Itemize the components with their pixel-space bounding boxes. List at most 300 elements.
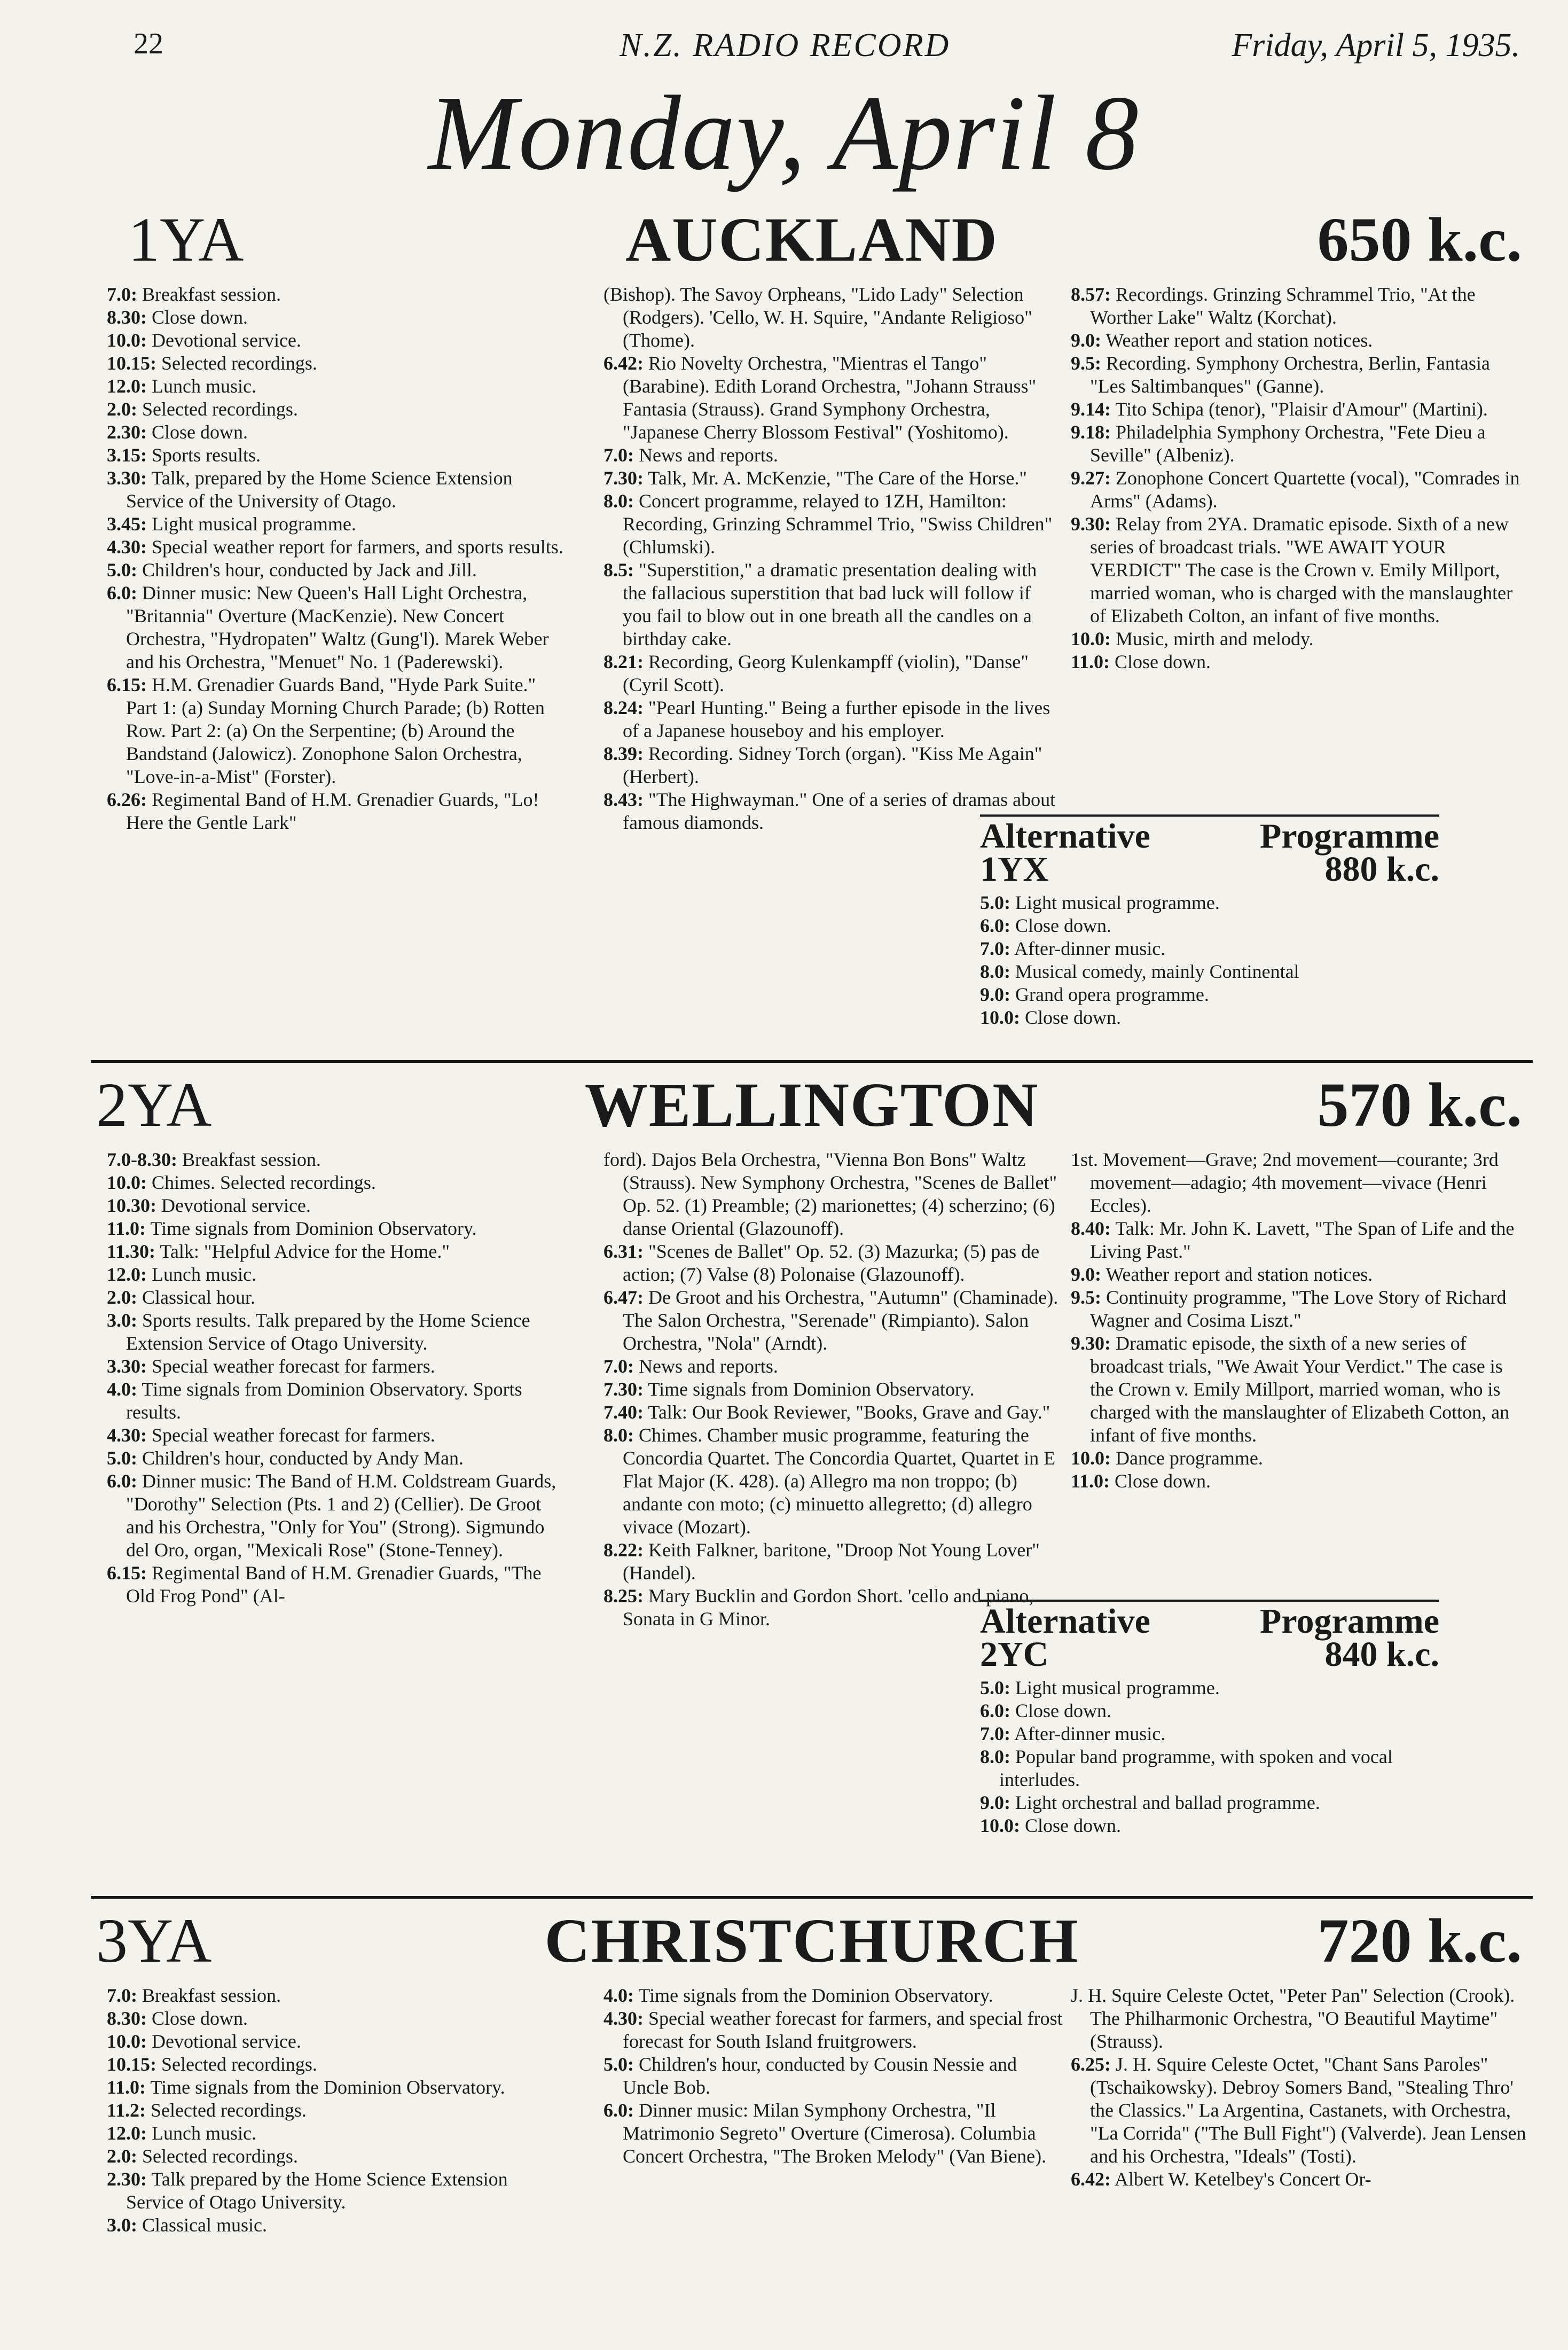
programme-item: [603, 696, 1063, 742]
programme-text: Weather report and station notices.: [1106, 1264, 1373, 1285]
programme-text: Chimes. Chamber music programme, featuring the Concordia Quartet. The Concordia Quartet, Quartet in E Flat Major (K. 428). (a) Allegro ma non troppo; (b) andante con moto; (c) minuetto allegretto; (d) allegro vivace (Mozart).: [623, 1424, 1056, 1538]
programme-item: [1071, 467, 1530, 513]
station-city: AUCKLAND: [625, 205, 998, 275]
programme-time: 9.0:: [980, 984, 1010, 1005]
programme-time: 8.57:: [1071, 284, 1111, 305]
programme-text: Breakfast session.: [182, 1149, 321, 1170]
programme-text: "The Highwayman." One of a series of dramas about famous diamonds.: [623, 789, 1056, 833]
programme-text: Close down.: [1025, 1815, 1121, 1836]
programme-text: Close down.: [1015, 915, 1111, 936]
programme-column-3: [1071, 1984, 1530, 2191]
programme-text: Time signals from Dominion Observatory.: [648, 1378, 975, 1400]
programme-time: 10.15:: [107, 2054, 156, 2075]
programme-time: 4.30:: [107, 536, 147, 558]
programme-item: [1071, 651, 1530, 673]
programme-item: [1071, 1263, 1530, 1286]
programme-time: 12.0:: [107, 1264, 147, 1285]
programme-text: J. H. Squire Celeste Octet, "Peter Pan" Selection (Crook). The Philharmonic Orchestra, "O Beautiful Maytime" (Strauss).: [1071, 1985, 1515, 2052]
programme-item: [107, 1240, 566, 1263]
programme-column-1: [107, 1148, 566, 1608]
programme-item: [107, 398, 566, 421]
programme-text: Close down.: [1115, 651, 1211, 672]
programme-text: Classical hour.: [142, 1287, 255, 1308]
programme-text: Children's hour, conducted by Andy Man.: [142, 1447, 464, 1469]
programme-text: Selected recordings.: [142, 398, 298, 420]
programme-item: [107, 2145, 566, 2168]
programme-text: Keith Falkner, baritone, "Droop Not Young Lover" (Handel).: [623, 1539, 1040, 1584]
alternative-programme-1yx: [980, 814, 1439, 1052]
programme-time: 7.0:: [980, 1723, 1010, 1744]
programme-text: Talk, prepared by the Home Science Extension Service of the University of Otago.: [126, 467, 513, 512]
programme-time: 8.24:: [603, 697, 644, 718]
programme-item: [107, 559, 566, 582]
programme-text: Special weather forecast for farmers, and special frost forecast for South Island fruitgrowers.: [623, 2008, 1063, 2052]
programme-time: 9.0:: [980, 1792, 1010, 1813]
programme-time: 4.0:: [603, 1985, 634, 2006]
programme-time: 10.0:: [107, 1172, 147, 1193]
programme-item: [603, 2007, 1063, 2053]
programme-time: 6.0:: [603, 2100, 634, 2121]
programme-item: [1071, 2168, 1530, 2191]
programme-item: [107, 1309, 566, 1355]
programme-item: [980, 1722, 1439, 1745]
programme-item: [980, 1814, 1439, 1837]
programme-item: [107, 1470, 566, 1562]
programme-item: [107, 2007, 566, 2030]
programme-time: 6.15:: [107, 1562, 147, 1584]
programme-item: [603, 467, 1063, 490]
programme-text: After-dinner music.: [1014, 938, 1166, 959]
programme-item: [1071, 283, 1530, 329]
programme-item: [107, 2076, 566, 2099]
programme-time: 6.31:: [603, 1241, 644, 1262]
programme-text: Children's hour, conducted by Cousin Nessie and Uncle Bob.: [623, 2054, 1017, 2098]
publication-title: N.Z. RADIO RECORD: [620, 27, 951, 64]
programme-item: [603, 1286, 1063, 1355]
programme-text: Recording, Georg Kulenkampff (violin), "Danse" (Cyril Scott).: [623, 651, 1029, 695]
programme-time: 5.0:: [980, 892, 1010, 913]
programme-time: 3.30:: [107, 467, 147, 489]
programme-column-2: [603, 1984, 1063, 2168]
programme-time: 9.0:: [1071, 330, 1101, 351]
programme-item: [107, 1286, 566, 1309]
section-divider: [91, 1060, 1533, 1063]
programme-text: J. H. Squire Celeste Octet, "Chant Sans Paroles" (Tschaikowsky). Debroy Somers Band, "Stealing Thro' the Classics." La Argentina, Castanets, with Orchestra, "La Corrida" ("The Bull Fight") (Valverde). Jean Lensen and his Orchestra, "Ideals" (Tosti).: [1090, 2054, 1526, 2167]
programme-item: [603, 1984, 1063, 2007]
programme-text: Albert W. Ketelbey's Concert Or-: [1115, 2168, 1371, 2190]
programme-time: 12.0:: [107, 375, 147, 397]
programme-time: 8.0:: [980, 1746, 1010, 1767]
programme-time: 11.0:: [1071, 1470, 1110, 1492]
programme-item: [1071, 421, 1530, 467]
programme-item: [603, 283, 1063, 352]
station-heading: [91, 1070, 1533, 1143]
programme-time: 11.2:: [107, 2100, 146, 2121]
programme-time: 12.0:: [107, 2122, 147, 2144]
programme-item: [107, 467, 566, 513]
page-title: Monday, April 8: [428, 74, 1140, 192]
programme-time: 8.0:: [603, 490, 634, 512]
programme-text: Close down.: [152, 421, 248, 443]
programme-text: Recording. Sidney Torch (organ). "Kiss Me Again" (Herbert).: [623, 743, 1042, 787]
programme-time: 9.18:: [1071, 421, 1111, 443]
programme-text: H.M. Grenadier Guards Band, "Hyde Park Suite." Part 1: (a) Sunday Morning Church Parade; (b) Rotten Row. Part 2: (a) On the Serpentine; (b) Around the Bandstand (Jalowicz). Zonophone Salon Orchestra, "Love-in-a-Mist" (Forster).: [126, 674, 545, 787]
programme-time: 5.0:: [603, 2054, 634, 2075]
programme-time: 5.0:: [107, 1447, 137, 1469]
programme-text: Selected recordings.: [151, 2100, 307, 2121]
programme-text: Classical music.: [142, 2214, 267, 2236]
alt-call-sign: 2YC: [980, 1635, 1049, 1674]
station-call-sign: 2YA: [96, 1070, 212, 1140]
programme-item: [107, 2030, 566, 2053]
programme-text: Regimental Band of H.M. Grenadier Guards, "The Old Frog Pond" (Al-: [126, 1562, 542, 1607]
programme-time: 7.0-8.30:: [107, 1149, 177, 1170]
programme-text: Talk: Our Book Reviewer, "Books, Grave and Gay.": [648, 1401, 1050, 1423]
programme-text: Selected recordings.: [142, 2145, 298, 2167]
alt-programme-label: Programme: [1260, 817, 1439, 856]
programme-text: Selected recordings.: [161, 352, 317, 374]
programme-text: Special weather report for farmers, and sports results.: [152, 536, 563, 558]
alternative-programme-2yc: [980, 1600, 1439, 1890]
programme-time: 8.30:: [107, 2008, 147, 2029]
programme-time: 4.30:: [107, 1424, 147, 1446]
programme-time: 3.0:: [107, 2214, 137, 2236]
programme-text: News and reports.: [639, 1356, 778, 1377]
programme-text: Devotional service.: [152, 330, 301, 351]
programme-item: [107, 1562, 566, 1608]
programme-item: [1071, 1984, 1530, 2053]
programme-text: Talk prepared by the Home Science Extension Service of Otago University.: [126, 2168, 508, 2213]
programme-item: [980, 891, 1439, 914]
programme-time: 6.42:: [603, 352, 644, 374]
programme-text: Breakfast session.: [142, 284, 281, 305]
programme-time: 3.15:: [107, 444, 147, 466]
programme-text: Light musical programme.: [1015, 1677, 1220, 1698]
programme-text: Lunch music.: [152, 1264, 256, 1285]
alt-frequency: 840 k.c.: [1324, 1635, 1439, 1674]
programme-item: [107, 536, 566, 559]
programme-item: [1071, 1148, 1530, 1217]
page-number: 22: [134, 27, 163, 60]
programme-item: [1071, 2053, 1530, 2168]
programme-time: 2.30:: [107, 2168, 147, 2190]
programme-time: 8.22:: [603, 1539, 644, 1561]
programme-text: Grand opera programme.: [1015, 984, 1209, 1005]
programme-text: Special weather forecast for farmers.: [152, 1424, 435, 1446]
programme-time: 3.45:: [107, 513, 147, 535]
programme-time: 8.25:: [603, 1585, 644, 1607]
programme-text: Sports results. Talk prepared by the Home Science Extension Service of Otago University.: [126, 1310, 530, 1354]
programme-time: 2.30:: [107, 421, 147, 443]
programme-item: [107, 2214, 566, 2237]
programme-time: 10.15:: [107, 352, 156, 374]
programme-text: ford). Dajos Bela Orchestra, "Vienna Bon Bons" Waltz (Strauss). New Symphony Orchestra, "Scenes de Ballet" Op. 52. (1) Preamble; (2) marionettes; (4) scherzino; (6) danse Oriental (Glazounoff).: [603, 1149, 1057, 1239]
programme-text: "Scenes de Ballet" Op. 52. (3) Mazurka; (5) pas de action; (7) Valse (8) Polonaise (Glazounoff).: [623, 1241, 1040, 1285]
programme-text: News and reports.: [639, 444, 778, 466]
programme-item: [980, 1699, 1439, 1722]
programme-item: [1071, 1286, 1530, 1332]
programme-item: [603, 1148, 1063, 1240]
programme-text: Time signals from the Dominion Observatory.: [638, 1985, 993, 2006]
programme-text: Close down.: [1115, 1470, 1211, 1492]
programme-time: 8.30:: [107, 307, 147, 328]
station-heading: [91, 205, 1533, 278]
programme-time: 9.30:: [1071, 1333, 1111, 1354]
programme-text: Close down.: [152, 2008, 248, 2029]
programme-column-2: [603, 1148, 1063, 1631]
programme-item: [107, 2168, 566, 2214]
programme-text: Devotional service.: [152, 2031, 301, 2052]
programme-item: [980, 1677, 1439, 1699]
programme-item: [107, 1217, 566, 1240]
programme-text: Lunch music.: [152, 375, 256, 397]
programme-text: Talk, Mr. A. McKenzie, "The Care of the Horse.": [648, 467, 1028, 489]
programme-time: 7.30:: [603, 1378, 644, 1400]
programme-time: 6.0:: [107, 1470, 137, 1492]
programme-item: [603, 1539, 1063, 1585]
alt-call-sign: 1YX: [980, 850, 1049, 889]
programme-item: [107, 582, 566, 673]
programme-item: [603, 1401, 1063, 1424]
programme-text: Popular band programme, with spoken and vocal interludes.: [999, 1746, 1393, 1790]
programme-text: Concert programme, relayed to 1ZH, Hamilton: Recording, Grinzing Schrammel Trio, "Swiss Children" (Chlumski).: [623, 490, 1053, 558]
programme-text: Philadelphia Symphony Orchestra, "Fete Dieu a Seville" (Albeniz).: [1090, 421, 1486, 466]
programme-time: 10.0:: [107, 330, 147, 351]
programme-item: [1071, 329, 1530, 352]
programme-text: Dinner music: Milan Symphony Orchestra, "Il Matrimonio Segreto" Overture (Cimerosa). Columbia Concert Orchestra, "The Broken Melody" (Van Biene).: [623, 2100, 1047, 2167]
programme-time: 6.25:: [1071, 2054, 1111, 2075]
programme-time: 6.26:: [107, 789, 147, 810]
programme-column-1: [107, 283, 566, 834]
programme-time: 11.30:: [107, 1241, 156, 1262]
programme-time: 7.0:: [603, 444, 634, 466]
programme-time: 5.0:: [107, 559, 137, 581]
alternative-heading: [980, 817, 1439, 889]
programme-text: Talk: "Helpful Advice for the Home.": [160, 1241, 450, 1262]
programme-time: 8.21:: [603, 651, 644, 672]
programme-text: Light orchestral and ballad programme.: [1015, 1792, 1320, 1813]
programme-time: 6.47:: [603, 1287, 644, 1308]
programme-text: Talk: Mr. John K. Lavett, "The Span of Life and the Living Past.": [1090, 1218, 1515, 1262]
station-city: WELLINGTON: [584, 1070, 1039, 1140]
programme-item: [1071, 1470, 1530, 1493]
station-city: CHRISTCHURCH: [544, 1906, 1079, 1976]
programme-text: Time signals from Dominion Observatory.: [150, 1218, 477, 1239]
programme-time: 2.0:: [107, 1287, 137, 1308]
programme-item: [1071, 398, 1530, 421]
programme-time: 9.27:: [1071, 467, 1111, 489]
programme-time: 7.0:: [603, 1356, 634, 1377]
programme-time: 8.0:: [980, 961, 1010, 982]
programme-time: 9.14:: [1071, 398, 1111, 420]
programme-text: Devotional service.: [161, 1195, 311, 1216]
alt-programme-label: Programme: [1260, 1602, 1439, 1641]
programme-item: [107, 1148, 566, 1171]
section-divider: [91, 1896, 1533, 1899]
programme-column-3: [1071, 1148, 1530, 1493]
programme-time: 8.39:: [603, 743, 644, 764]
page-header: [123, 21, 1520, 69]
programme-time: 9.30:: [1071, 513, 1111, 535]
programme-time: 5.0:: [980, 1677, 1010, 1698]
programme-item: [603, 1424, 1063, 1539]
programme-time: 4.30:: [603, 2008, 644, 2029]
programme-text: Continuity programme, "The Love Story of Richard Wagner and Cosima Liszt.": [1090, 1287, 1507, 1331]
station-3ya: [91, 1906, 1533, 2326]
programme-time: 7.30:: [603, 467, 644, 489]
programme-item: [603, 2099, 1063, 2168]
programme-time: 11.0:: [1071, 651, 1110, 672]
programme-item: [980, 1745, 1439, 1791]
programme-time: 7.0:: [980, 938, 1010, 959]
programme-item: [107, 2053, 566, 2076]
programme-time: 3.30:: [107, 1356, 147, 1377]
programme-item: [603, 1240, 1063, 1286]
programme-time: 6.0:: [980, 915, 1010, 936]
programme-text: De Groot and his Orchestra, "Autumn" (Chaminade). The Salon Orchestra, "Serenade" (Rimpianto). Salon Orchestra, "Nola" (Arndt).: [623, 1287, 1059, 1354]
station-frequency: 720 k.c.: [1317, 1906, 1522, 1976]
programme-time: 7.40:: [603, 1401, 644, 1423]
programme-item: [107, 2122, 566, 2145]
programme-item: [107, 1984, 566, 2007]
programme-item: [107, 306, 566, 329]
programme-item: [980, 960, 1439, 983]
programme-text: Close down.: [1025, 1007, 1121, 1028]
programme-item: [603, 490, 1063, 559]
programme-item: [107, 1447, 566, 1470]
programme-item: [107, 1194, 566, 1217]
programme-time: 10.0:: [107, 2031, 147, 2052]
programme-column-1: [107, 1984, 566, 2237]
programme-text: Music, mirth and melody.: [1116, 628, 1314, 649]
station-frequency: 570 k.c.: [1317, 1070, 1522, 1140]
programme-column-2: [603, 283, 1063, 834]
programme-time: 11.0:: [107, 1218, 146, 1239]
programme-time: 8.43:: [603, 789, 644, 810]
programme-item: [107, 352, 566, 375]
programme-text: Mary Bucklin and Gordon Short. 'cello and piano, Sonata in G Minor.: [623, 1585, 1034, 1630]
programme-item: [603, 2053, 1063, 2099]
programme-text: Dinner music: The Band of H.M. Coldstream Guards, "Dorothy" Selection (Pts. 1 and 2) (Cellier). De Groot and his Orchestra, "Only for You" (Strong). Sigmundo del Oro, organ, "Mexicali Rose" (Stone-Tenney).: [126, 1470, 556, 1561]
programme-time: 6.0:: [980, 1700, 1010, 1721]
programme-time: 8.40:: [1071, 1218, 1111, 1239]
programme-item: [1071, 628, 1530, 651]
station-frequency: 650 k.c.: [1317, 205, 1522, 275]
programme-time: 10.0:: [1071, 1447, 1111, 1469]
programme-text: (Bishop). The Savoy Orpheans, "Lido Lady" Selection (Rodgers). 'Cello, W. H. Squire, "Andante Religioso" (Thome).: [603, 284, 1032, 351]
station-heading: [91, 1906, 1533, 1979]
alternative-items: [980, 886, 1439, 1029]
programme-text: Children's hour, conducted by Jack and Jill.: [142, 559, 477, 581]
programme-item: [1071, 352, 1530, 398]
programme-text: Special weather forecast for farmers.: [152, 1356, 435, 1377]
programme-text: Time signals from Dominion Observatory. Sports results.: [126, 1378, 522, 1423]
programme-text: Lunch music.: [152, 2122, 256, 2144]
programme-item: [603, 1355, 1063, 1378]
programme-item: [1071, 513, 1530, 628]
programme-time: 4.0:: [107, 1378, 137, 1400]
programme-text: Light musical programme.: [152, 513, 356, 535]
programme-time: 2.0:: [107, 2145, 137, 2167]
programme-column-3: [1071, 283, 1530, 673]
programme-text: Regimental Band of H.M. Grenadier Guards, "Lo! Here the Gentle Lark": [126, 789, 539, 833]
programme-item: [1071, 1447, 1530, 1470]
programme-time: 3.0:: [107, 1310, 137, 1331]
programme-item: [107, 788, 566, 834]
programme-text: Zonophone Concert Quartette (vocal), "Comrades in Arms" (Adams).: [1090, 467, 1520, 512]
alt-frequency: 880 k.c.: [1324, 850, 1439, 889]
programme-text: 1st. Movement—Grave; 2nd movement—courante; 3rd movement—adagio; 4th movement—vivace (Henri Eccles).: [1071, 1149, 1499, 1216]
programme-time: 9.0:: [1071, 1264, 1101, 1285]
programme-item: [107, 1263, 566, 1286]
programme-text: Selected recordings.: [161, 2054, 317, 2075]
programme-text: Recordings. Grinzing Schrammel Trio, "At the Worther Lake" Waltz (Korchat).: [1090, 284, 1476, 328]
programme-time: 10.30:: [107, 1195, 156, 1216]
programme-text: Dance programme.: [1116, 1447, 1263, 1469]
programme-time: 7.0:: [107, 1985, 137, 2006]
station-call-sign: 1YA: [128, 205, 244, 275]
programme-text: Rio Novelty Orchestra, "Mientras el Tango" (Barabine). Edith Lorand Orchestra, "Johann Strauss" Fantasia (Strauss). Grand Symphony Orchestra, "Japanese Cherry Blossom Festival" (Yoshitomo).: [623, 352, 1037, 443]
programme-text: Recording. Symphony Orchestra, Berlin, Fantasia "Les Saltimbanques" (Ganne).: [1090, 352, 1490, 397]
programme-text: Time signals from the Dominion Observatory.: [150, 2077, 505, 2098]
programme-text: Breakfast session.: [142, 1985, 281, 2006]
programme-item: [107, 421, 566, 444]
programme-item: [980, 983, 1439, 1006]
programme-item: [603, 444, 1063, 467]
programme-text: Tito Schipa (tenor), "Plaisir d'Amour" (Martini).: [1115, 398, 1488, 420]
programme-item: [107, 283, 566, 306]
programme-text: Musical comedy, mainly Continental: [1015, 961, 1299, 982]
programme-item: [107, 1424, 566, 1447]
programme-time: 6.42:: [1071, 2168, 1111, 2190]
programme-item: [107, 375, 566, 398]
programme-text: Sports results.: [152, 444, 261, 466]
programme-time: 10.0:: [980, 1815, 1020, 1836]
programme-item: [107, 1355, 566, 1378]
programme-text: Relay from 2YA. Dramatic episode. Sixth of a new series of broadcast trials. "WE AWAIT YOUR VERDICT" The case is the Crown v. Emily Millport, married woman, who is charged with the manslaughter of Elizabeth Colton, an infant of five months.: [1090, 513, 1513, 626]
programme-item: [1071, 1217, 1530, 1263]
programme-time: 8.0:: [603, 1424, 634, 1446]
programme-text: "Pearl Hunting." Being a further episode in the lives of a Japanese houseboy and his employer.: [623, 697, 1050, 741]
programme-time: 10.0:: [1071, 628, 1111, 649]
alternative-heading: [980, 1602, 1439, 1674]
programme-time: 6.0:: [107, 582, 137, 604]
programme-text: Dramatic episode, the sixth of a new series of broadcast trials, "We Await Your Verdict." The case is the Crown v. Emily Millport, married woman, who is charged with the manslaughter of Elizabeth Cotton, an infant of five months.: [1090, 1333, 1510, 1446]
programme-item: [980, 914, 1439, 937]
programme-time: 10.0:: [980, 1007, 1020, 1028]
alt-label: Alternative: [980, 1602, 1150, 1641]
programme-item: [980, 1791, 1439, 1814]
programme-item: [603, 742, 1063, 788]
programme-time: 6.15:: [107, 674, 147, 695]
programme-item: [107, 329, 566, 352]
programme-item: [1071, 1332, 1530, 1447]
programme-time: 7.0:: [107, 284, 137, 305]
programme-item: [107, 1378, 566, 1424]
programme-item: [107, 1171, 566, 1194]
programme-text: After-dinner music.: [1014, 1723, 1166, 1744]
station-call-sign: 3YA: [96, 1906, 212, 1976]
programme-text: Close down.: [1015, 1700, 1111, 1721]
programme-item: [107, 513, 566, 536]
programme-text: "Superstition," a dramatic presentation dealing with the fallacious superstition that bad luck will follow if you fail to blow out in one breath all the candles on a birthday cake.: [623, 559, 1037, 649]
programme-item: [107, 444, 566, 467]
programme-item: [980, 1006, 1439, 1029]
programme-time: 11.0:: [107, 2077, 146, 2098]
programme-item: [603, 559, 1063, 651]
programme-item: [980, 937, 1439, 960]
programme-time: 2.0:: [107, 398, 137, 420]
